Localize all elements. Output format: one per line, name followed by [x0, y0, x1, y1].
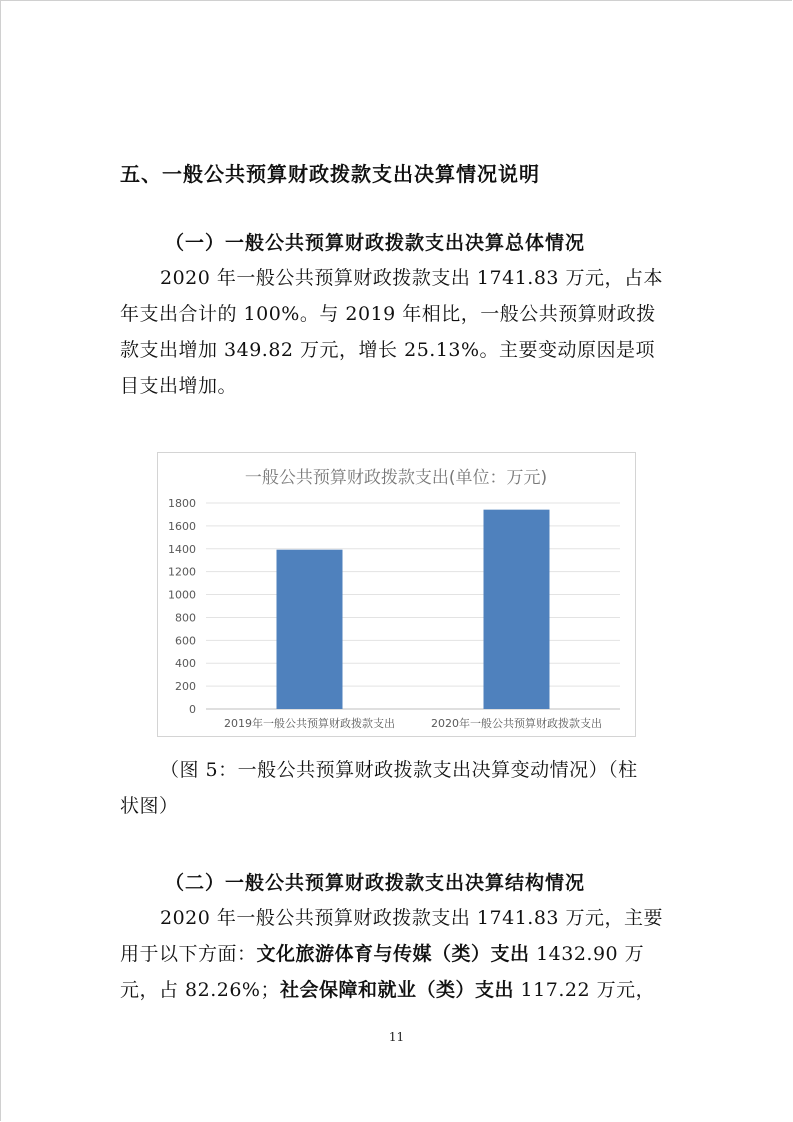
chart-y-axis: [168, 497, 196, 716]
bar-chart: [157, 452, 636, 737]
chart-y-tick-label: 0: [189, 703, 196, 716]
section-heading: 五、一般公共预算财政拨款支出决算情况说明: [120, 162, 540, 186]
chart-y-tick-label: 1200: [168, 565, 196, 579]
bar-chart-canvas: [158, 453, 635, 736]
chart-y-tick-label: 1000: [168, 588, 196, 602]
paragraph-structure: [120, 900, 680, 1008]
text-run: 1432.90 万: [529, 943, 645, 965]
paragraph-line: 年支出合计的 100%。与 2019 年相比，一般公共预算财政拨: [120, 303, 656, 325]
chart-gridlines: [206, 503, 620, 709]
chart-bar: [277, 550, 343, 709]
chart-x-tick-label: 2019年一般公共预算财政拨款支出: [224, 717, 395, 730]
category-name-social-security: 社会保障和就业（类）支出: [280, 979, 515, 1001]
page-number: 11: [388, 1030, 405, 1044]
chart-bars: [277, 510, 550, 709]
paragraph-line: 2020 年一般公共预算财政拨款支出 1741.83 万元，占本: [160, 267, 664, 289]
text-run: 用于以下方面：: [120, 943, 257, 965]
paragraph-line: 目支出增加。: [120, 375, 238, 397]
subsection-heading-structure: （二）一般公共预算财政拨款支出决算结构情况: [165, 872, 586, 894]
chart-y-tick-label: 200: [175, 680, 196, 694]
chart-y-tick-label: 800: [175, 611, 196, 625]
text-run: 117.22 万元，: [514, 979, 656, 1001]
chart-y-tick-label: 1400: [168, 542, 196, 556]
caption-line: 状图）: [120, 795, 179, 817]
chart-x-tick-label: 2020年一般公共预算财政拨款支出: [431, 717, 602, 730]
category-name-culture: 文化旅游体育与传媒（类）支出: [256, 943, 530, 965]
paragraph-line: 2020 年一般公共预算财政拨款支出 1741.83 万元，主要: [160, 907, 664, 929]
subsection-heading-overall: （一）一般公共预算财政拨款支出决算总体情况: [165, 232, 586, 254]
chart-y-tick-label: 600: [175, 634, 196, 648]
text-run: 元，占 82.26%；: [120, 979, 280, 1001]
caption-line: （图 5：一般公共预算财政拨款支出决算变动情况）（柱: [160, 759, 638, 781]
figure-caption: [120, 752, 680, 824]
chart-x-axis: [224, 716, 602, 730]
chart-title: 一般公共预算财政拨款支出(单位：万元): [244, 468, 548, 488]
paragraph-line: [120, 972, 680, 1008]
chart-y-tick-label: 400: [175, 657, 196, 671]
chart-y-tick-label: 1800: [168, 497, 196, 510]
chart-y-tick-label: 1600: [168, 519, 196, 533]
paragraph-line: [120, 936, 680, 972]
chart-bar: [484, 510, 550, 709]
paragraph-overall: [120, 260, 680, 404]
paragraph-line: 款支出增加 349.82 万元，增长 25.13%。主要变动原因是项: [120, 339, 656, 361]
